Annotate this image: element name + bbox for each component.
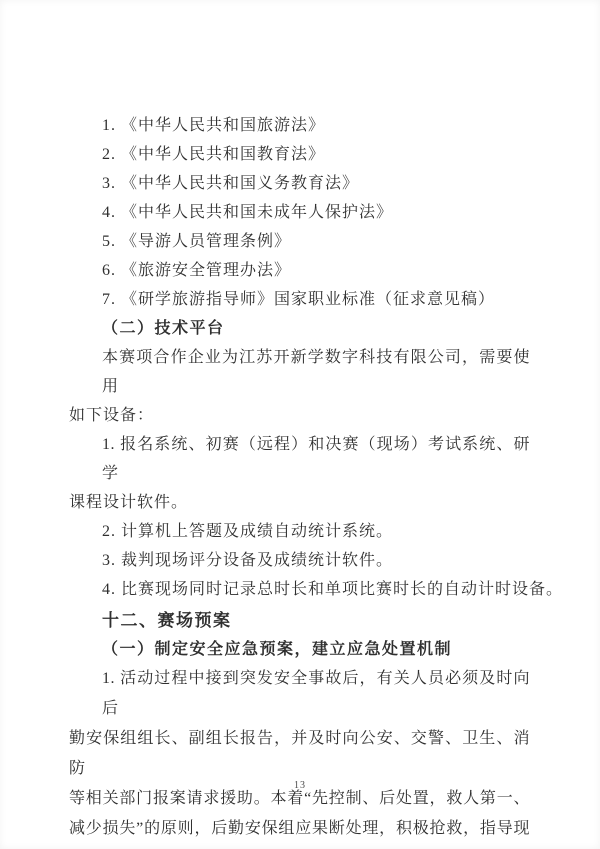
subsection-heading-technical-platform: （二）技术平台 xyxy=(102,320,225,337)
legal-reference-item: 3. 《中华人民共和国义务教育法》 xyxy=(102,175,360,192)
equipment-list-item: 2. 计算机上答题及成绩自动统计系统。 xyxy=(102,523,394,540)
paragraph-line: 等相关部门报案请求援助。本着“先控制、后处置，救人第一、 xyxy=(69,790,530,807)
paragraph-line: 本赛项合作企业为江苏开新学数字科技有限公司，需要使用 xyxy=(102,349,530,395)
legal-reference-item: 7. 《研学旅游指导师》国家职业标准（征求意见稿） xyxy=(102,291,496,308)
paragraph-line: 减少损失”的原则，后勤安保组应果断处理，积极抢救，指导现 xyxy=(69,820,530,837)
paragraph-line: 如下设备： xyxy=(69,407,155,424)
subsection-heading-emergency-plan: （一）制定安全应急预案，建立应急处置机制 xyxy=(102,641,453,658)
equipment-list-item: 3. 裁判现场评分设备及成绩统计软件。 xyxy=(102,552,394,569)
paragraph-line: 1. 活动过程中接到突发安全事故后，有关人员必须及时向后 xyxy=(102,670,530,717)
paragraph-line: 课程设计软件。 xyxy=(69,494,189,511)
equipment-list-item: 4. 比赛现场同时记录总时长和单项比赛时长的自动计时设备。 xyxy=(102,581,564,598)
legal-reference-item: 2. 《中华人民共和国教育法》 xyxy=(102,146,326,163)
paragraph-line: 勤安保组组长、副组长报告，并及时向公安、交警、卫生、消防 xyxy=(69,730,530,777)
page-number: 13 xyxy=(294,780,306,791)
chapter-heading-venue-contingency: 十二、赛场预案 xyxy=(102,611,232,630)
legal-reference-item: 1. 《中华人民共和国旅游法》 xyxy=(102,117,326,134)
document-body xyxy=(69,111,564,844)
equipment-list-item: 1. 报名系统、初赛（远程）和决赛（现场）考试系统、研学 xyxy=(102,436,530,482)
legal-reference-item: 5. 《导游人员管理条例》 xyxy=(102,233,292,250)
legal-reference-item: 4. 《中华人民共和国未成年人保护法》 xyxy=(102,204,394,221)
legal-reference-item: 6. 《旅游安全管理办法》 xyxy=(102,262,292,279)
